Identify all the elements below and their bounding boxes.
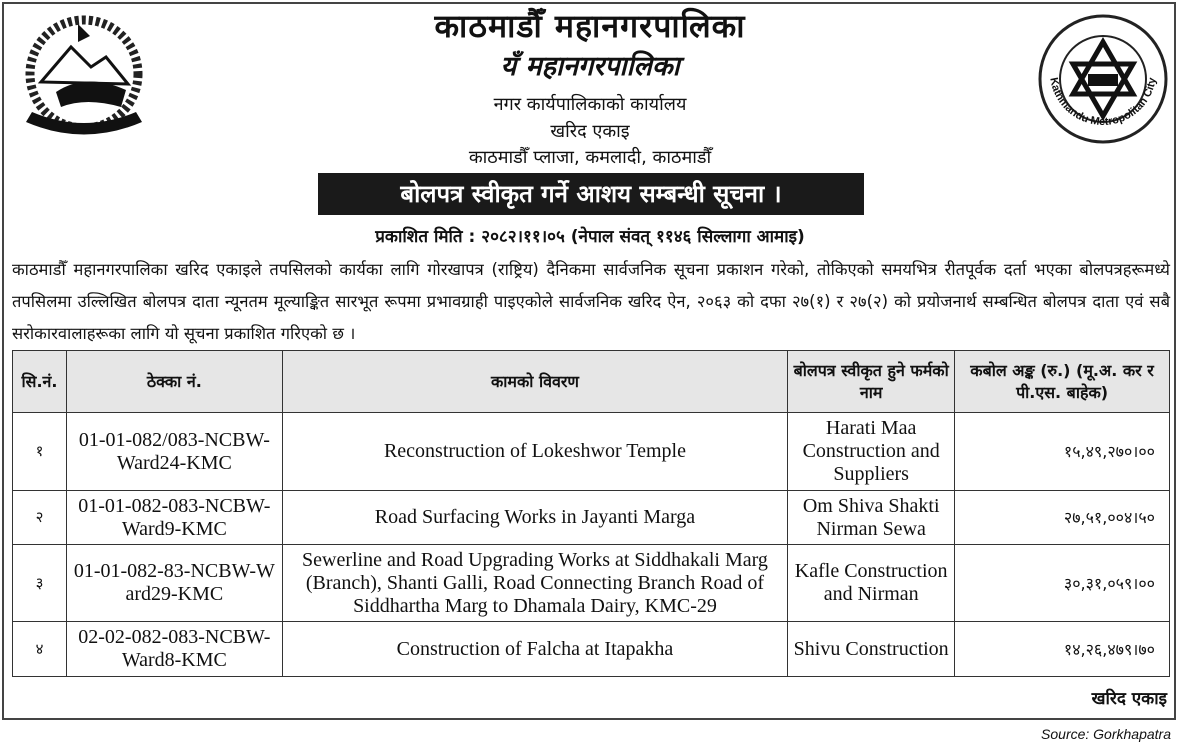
cell-contract-no: 01-01-082-83-NCBW-Ward29-KMC xyxy=(66,545,282,622)
cell-description: Road Surfacing Works in Jayanti Marga xyxy=(282,491,787,545)
office-address: काठमाडौँ प्लाजा, कमलादी, काठमाडौँ xyxy=(468,147,712,168)
cell-sn: १ xyxy=(13,413,67,491)
table-row xyxy=(13,413,1170,491)
footer-unit-signature: खरिद एकाइ xyxy=(1091,689,1167,709)
cell-description: Sewerline and Road Upgrading Works at Siddhakali Marg (Branch), Shanti Galli, Road Connecting Branch Road of Siddhartha Marg to Dhamala Dairy, KMC-29 xyxy=(282,545,787,622)
cell-sn: ४ xyxy=(13,622,67,677)
header-sn: सि.नं. xyxy=(13,351,67,413)
cell-firm: Kafle Construction and Nirman xyxy=(788,545,955,622)
cell-amount: २७,५१,००४।५० xyxy=(955,491,1170,545)
cell-contract-no: 01-01-082-083-NCBW-Ward9-KMC xyxy=(66,491,282,545)
cell-sn: ३ xyxy=(13,545,67,622)
table-row xyxy=(13,622,1170,677)
municipality-title-newari: यँ महानगरपालिका xyxy=(500,51,680,82)
office-name: नगर कार्यपालिकाको कार्यालय xyxy=(493,94,687,115)
table-row xyxy=(13,491,1170,545)
cell-description: Construction of Falcha at Itapakha xyxy=(282,622,787,677)
cell-sn: २ xyxy=(13,491,67,545)
cell-amount: १५,४९,२७०।०० xyxy=(955,413,1170,491)
kmc-seal-name: Kathmandu Metropolitan City xyxy=(1047,76,1159,129)
kmc-seal-logo xyxy=(1036,12,1170,146)
notice-body: काठमाडौँ महानगरपालिका खरिद एकाइले तपसिलको कार्यका लागि गोरखापत्र (राष्ट्रिय) दैनिकमा सार्वजनिक सूचना प्रकाशन गरेको, तोकिएको समयभित्र रीतपूर्वक दर्ता भएका बोलपत्रहरूमध्ये तपसिलमा उल्लिखित बोलपत्र दाता न्यूनतम मूल्याङ्कित सारभूत रूपमा प्रभावग्राही पाइएकोले सार्वजनिक खरिद ऐन, २०६३ को दफा २७(१) र २७(२) को प्रयोजनार्थ सम्बन्धित बोलपत्र दाता एवं सबै सरोकारवालाहरूका लागि यो सूचना प्रकाशित गरिएको छ । xyxy=(12,260,1170,343)
award-table xyxy=(12,350,1170,677)
table-row xyxy=(13,545,1170,622)
header-amount: कबोल अङ्क (रु.) (मू.अ. कर र पी.एस. बाहेक) xyxy=(955,351,1170,413)
cell-firm: Om Shiva Shakti Nirman Sewa xyxy=(788,491,955,545)
table-header-row xyxy=(13,351,1170,413)
unit-name: खरिद एकाइ xyxy=(550,121,630,142)
cell-amount: १४,२६,४७९।७० xyxy=(955,622,1170,677)
header-description: कामको विवरण xyxy=(282,351,787,413)
published-date: प्रकाशित मिति : २०८२।११।०५ (नेपाल संवत् ११४६ सिल्लागा आमाइ) xyxy=(375,227,805,247)
municipality-title: काठमाडौँ महानगरपालिका xyxy=(434,7,746,45)
header-contract-no: ठेक्का नं. xyxy=(66,351,282,413)
cell-firm: Shivu Construction xyxy=(788,622,955,677)
cell-contract-no: 01-01-082/083-NCBW-Ward24-KMC xyxy=(66,413,282,491)
header-firm: बोलपत्र स्वीकृत हुने फर्मको नाम xyxy=(788,351,955,413)
cell-description: Reconstruction of Lokeshwor Temple xyxy=(282,413,787,491)
source-credit: Source: Gorkhapatra xyxy=(1041,726,1171,742)
cell-amount: ३०,३१,०५९।०० xyxy=(955,545,1170,622)
nepal-emblem-logo xyxy=(16,12,152,148)
cell-contract-no: 02-02-082-083-NCBW-Ward8-KMC xyxy=(66,622,282,677)
notice-title: बोलपत्र स्वीकृत गर्ने आशय सम्बन्धी सूचना । xyxy=(318,173,864,215)
cell-firm: Harati Maa Construction and Suppliers xyxy=(788,413,955,491)
